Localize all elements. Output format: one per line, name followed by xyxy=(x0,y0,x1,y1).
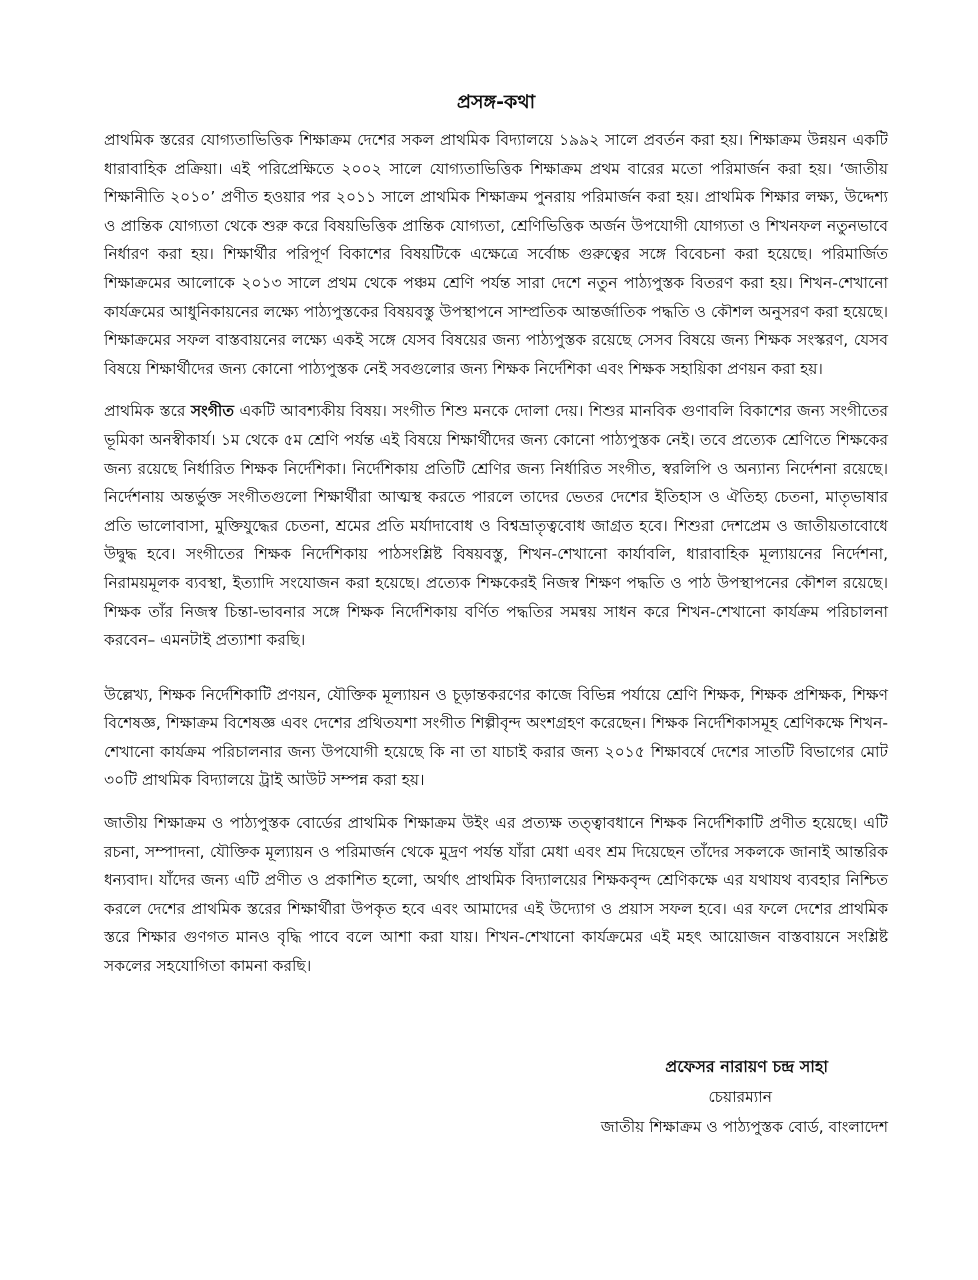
paragraph-music-intro: প্রাথমিক স্তরে xyxy=(104,402,191,421)
signatory-role: চেয়ারম্যান xyxy=(708,1088,772,1106)
paragraph-music-subject xyxy=(104,397,888,654)
paragraph-curriculum-history: প্রাথমিক স্তরের যোগ্যতাভিত্তিক শিক্ষাক্রম দেশের সকল প্রাথমিক বিদ্যালয়ে ১৯৯২ সালে প্রবর্তন করা হয়। শিক্ষাক্রম উন্নয়ন একটি ধারাবাহিক প্রক্রিয়া। এই পরিপ্রেক্ষিতে ২০০২ সালে যোগ্যতাভিত্তিক শিক্ষাক্রম প্রথম বারের মতো পরিমার্জন করা হয়। ‘জাতীয় শিক্ষানীতি ২০১০’ প্রণীত হওয়ার পর ২০১১ সালে প্রাথমিক শিক্ষাক্রম পুনরায় পরিমার্জন করা হয়। প্রাথমিক শিক্ষার লক্ষ্য, উদ্দেশ্য ও প্রান্তিক যোগ্যতা থেকে শুরু করে বিষয়ভিত্তিক প্রান্তিক যোগ্যতা, শ্রেণিভিত্তিক অর্জন উপযোগী যোগ্যতা ও শিখনফল নতুনভাবে নির্ধারণ করা হয়। শিক্ষার্থীর পরিপূর্ণ বিকাশের বিষয়টিকে এক্ষেত্রে সর্বোচ্চ গুরুত্বের সঙ্গে বিবেচনা করা হয়েছে। পরিমার্জিত শিক্ষাক্রমের আলোকে ২০১৩ সালে প্রথম থেকে পঞ্চম শ্রেণি পর্যন্ত সারা দেশে নতুন পাঠ্যপুস্তক বিতরণ করা হয়। শিখন-শেখানো কার্যক্রমের আধুনিকায়নের লক্ষ্যে পাঠ্যপুস্তকের বিষয়বস্তু উপস্থাপনে সাম্প্রতিক আন্তর্জাতিক পদ্ধতি ও কৌশল অনুসরণ করা হয়েছে। শিক্ষাক্রমের সফল বাস্তবায়নের লক্ষ্যে একই সঙ্গে যেসব বিষয়ের জন্য পাঠ্যপুস্তক রয়েছে সেসব বিষয়ে জন্য শিক্ষক সংস্করণ, যেসব বিষয়ে শিক্ষার্থীদের জন্য কোনো পাঠ্যপুস্তক নেই সবগুলোর জন্য শিক্ষক নির্দেশিকা এবং শিক্ষক সহায়িকা প্রণয়ন করা হয়। xyxy=(104,131,888,378)
signatory-name: প্রফেসর নারায়ণ চন্দ্র সাহা xyxy=(665,1057,828,1076)
paragraph-contributors: উল্লেখ্য, শিক্ষক নির্দেশিকাটি প্রণয়ন, যৌক্তিক মূল্যায়ন ও চূড়ান্তকরণের কাজে বিভিন্ন পর্যায়ে শ্রেণি শিক্ষক, শিক্ষক প্রশিক্ষক, শিক্ষণ বিশেষজ্ঞ, শিক্ষাক্রম বিশেষজ্ঞ এবং দেশের প্রথিতযশা সংগীত শিল্পীবৃন্দ অংশগ্রহণ করেছেন। শিক্ষক নির্দেশিকাসমূহ শ্রেণিকক্ষে শিখন-শেখানো কার্যক্রম পরিচালনার জন্য উপযোগী হয়েছে কি না তা যাচাই করার জন্য ২০১৫ শিক্ষাবর্ষে দেশের সাতটি বিভাগের মোট ৩০টি প্রাথমিক বিদ্যালয়ে ট্রাই আউট সম্পন্ন করা হয়। xyxy=(104,685,888,790)
page-title: প্রসঙ্গ-কথা xyxy=(456,91,536,113)
signatory-organization: জাতীয় শিক্ষাক্রম ও পাঠ্যপুস্তক বোর্ড, বাংলাদেশ xyxy=(600,1118,888,1136)
paragraph-music-body: একটি আবশ্যকীয় বিষয়। সংগীত শিশু মনকে দোলা দেয়। শিশুর মানবিক গুণাবলি বিকাশের জন্য সংগীতের ভূমিকা অনস্বীকার্য। ১ম থেকে ৫ম শ্রেণি পর্যন্ত এই বিষয়ে শিক্ষার্থীদের জন্য কোনো পাঠ্যপুস্তক নেই। তবে প্রত্যেক শ্রেণিতে শিক্ষকের জন্য রয়েছে নির্ধারিত শিক্ষক নির্দেশিকা। নির্দেশিকায় প্রতিটি শ্রেণির জন্য নির্ধারিত সংগীত, স্বরলিপি ও অন্যান্য নির্দেশনা রয়েছে। নির্দেশনায় অন্তর্ভুক্ত সংগীতগুলো শিক্ষার্থীরা আত্মস্থ করতে পারলে তাদের ভেতর দেশের ইতিহাস ও ঐতিহ্য চেতনা, মাতৃভাষার প্রতি ভালোবাসা, মুক্তিযুদ্ধের চেতনা, শ্রমের প্রতি মর্যাদাবোধ ও বিশ্বভ্রাতৃত্ববোধ জাগ্রত হবে। শিশুরা দেশপ্রেম ও জাতীয়তাবোধে উদ্বুদ্ধ হবে। সংগীতের শিক্ষক নির্দেশিকায় পাঠসংশ্লিষ্ট বিষয়বস্তু, শিখন-শেখানো কার্যাবলি, ধারাবাহিক মূল্যায়নের নির্দেশনা, নিরাময়মূলক ব্যবস্থা, ইত্যাদি সংযোজন করা হয়েছে। প্রত্যেক শিক্ষকেরই নিজস্ব শিক্ষণ পদ্ধতি ও পাঠ উপস্থাপনের কৌশল রয়েছে। শিক্ষক তাঁর নিজস্ব চিন্তা-ভাবনার সঙ্গে শিক্ষক নির্দেশিকায় বর্ণিত পদ্ধতির সমন্বয় সাধন করে শিখন-শেখানো কার্যক্রম পরিচালনা করবেন– এমনটাই প্রত্যাশা করছি। xyxy=(104,402,888,650)
signature-block xyxy=(601,1052,888,1142)
paragraph-acknowledgement: জাতীয় শিক্ষাক্রম ও পাঠ্যপুস্তক বোর্ডের প্রাথমিক শিক্ষাক্রম উইং এর প্রত্যক্ষ তত্ত্বাবধানে শিক্ষক নির্দেশিকাটি প্রণীত হয়েছে। এটি রচনা, সম্পাদনা, যৌক্তিক মূল্যায়ন ও পরিমার্জন থেকে মুদ্রণ পর্যন্ত যাঁরা মেধা এবং শ্রম দিয়েছেন তাঁদের সকলকে জানাই আন্তরিক ধন্যবাদ। যাঁদের জন্য এটি প্রণীত ও প্রকাশিত হলো, অর্থাৎ প্রাথমিক বিদ্যালয়ের শিক্ষকবৃন্দ শ্রেণিকক্ষে এর যথাযথ ব্যবহার নিশ্চিত করলে দেশের প্রাথমিক স্তরের শিক্ষার্থীরা উপকৃত হবে এবং আমাদের এই উদ্যোগ ও প্রয়াস সফল হবে। এর ফলে দেশের প্রাথমিক স্তরে শিক্ষার গুণগত মানও বৃদ্ধি পাবে বলে আশা করা যায়। শিখন-শেখানো কার্যক্রমের এই মহৎ আয়োজন বাস্তবায়নে সংশ্লিষ্ট সকলের সহযোগিতা কামনা করছি। xyxy=(104,814,888,976)
music-keyword: সংগীত xyxy=(190,402,234,421)
